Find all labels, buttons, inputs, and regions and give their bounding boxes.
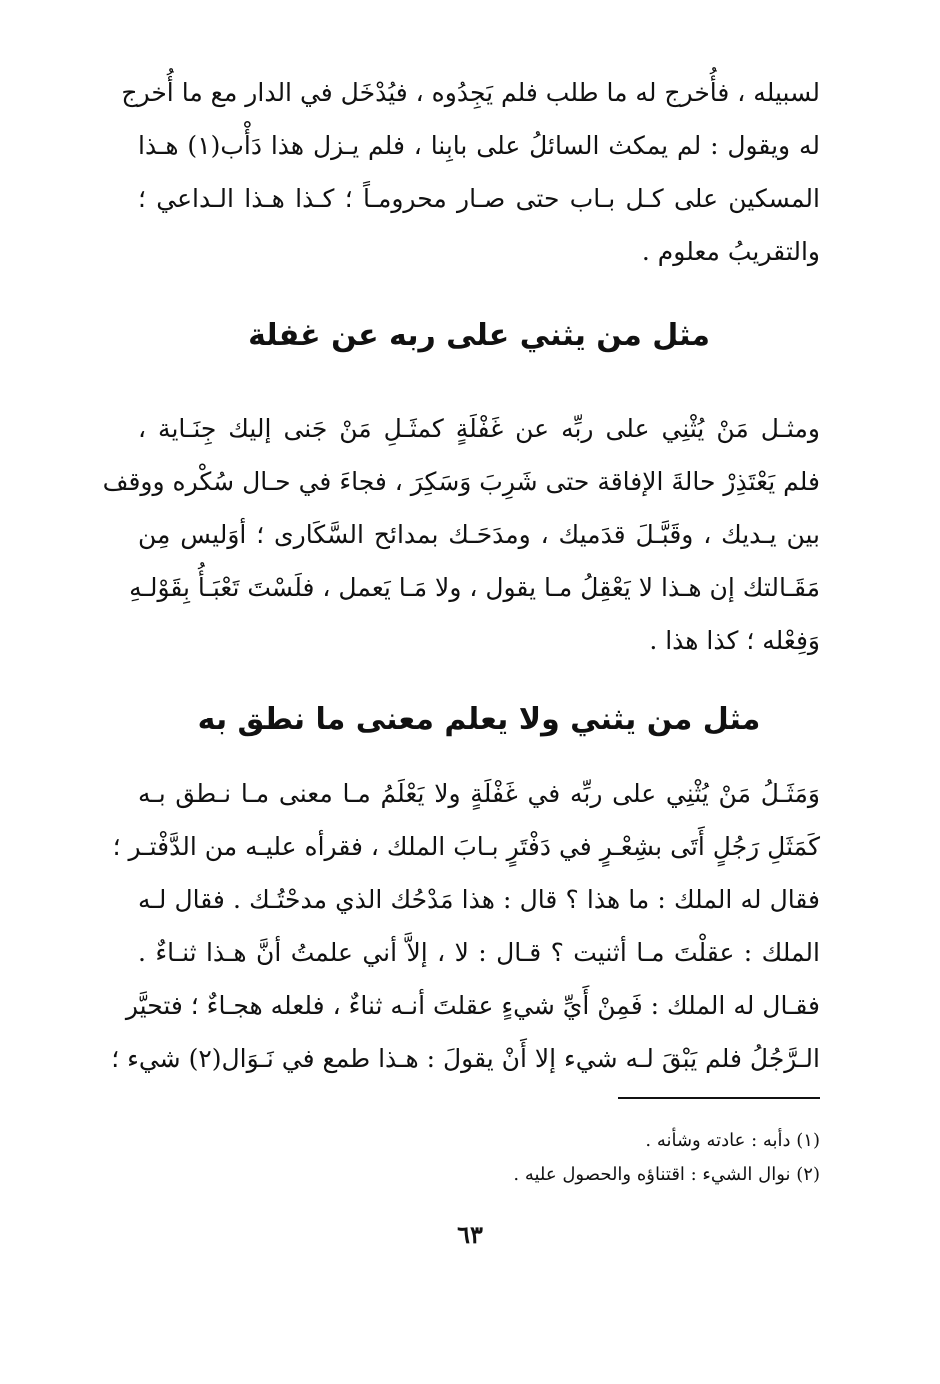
footnote-divider [618,1097,820,1099]
text-line: له ويقول : لم يمكث السائلُ على بابِنا ، فلم يـزل هذا دَأْب(١) هـذا [138,131,820,160]
footnote-2: (٢) نوال الشيء : اقتناؤه والحصول عليه . [513,1164,820,1185]
text-line: بين يـديك ، وقَبَّـلَ قدَميك ، ومدَحَـك بمدائح السَّكَارى ؛ أوَليس مِن [138,520,820,549]
paragraph-section-1 [102,402,820,667]
paragraph-text [102,402,820,667]
text-line: والتقريبُ معلوم . [641,237,820,266]
section-heading-1: مثل من يثني على ربه عن غفلة [248,318,710,353]
paragraph-intro-continuation [121,66,820,278]
text-line: الملك : عقلْتَ مـا أثنيت ؟ قـال : لا ، إلاَّ أني علمتُ أنَّ هـذا ثنـاءٌ . [138,938,820,967]
text-line: فقال له الملك : ما هذا ؟ قال : هذا مَدْحُك الذي مدحْتُـك . فقال لـه [138,885,820,914]
text-line: وَمَثَـلُ مَنْ يُثْنِي على ربِّه في غَفْلَةٍ ولا يَعْلَمُ مـا معنى مـا نـطق بـه [138,779,820,808]
text-line: كَمَثَلِ رَجُلٍ أَتَى بشِعْـرٍ في دَفْتَرٍ بـابَ الملك ، فقرأه عليـه من الدَّفْتـر ؛ [112,832,820,861]
text-line: وَفِعْله ؛ كذا هذا . [649,626,820,655]
section-heading-2: مثل من يثني ولا يعلم معنى ما نطق به [197,702,761,737]
text-line: فلم يَعْتَذِرْ حالةَ الإفاقة حتى شَرِبَ وَسَكِرَ ، فجاءَ في حـال سُكْره ووقف [102,467,820,496]
text-line: ومثـل مَنْ يُثْنِي على ربِّه عن غَفْلَةٍ كمثَـلِ مَنْ جَنى إليك جِنَـاية ، [138,414,820,443]
text-line: مَقَـالتك إن هـذا لا يَعْقِلُ مـا يقول ، ولا مَـا يَعمل ، فلَسْتَ تَعْبَـأُ بِقَوْلـهِ [129,573,820,602]
text-line: المسكين على كـل بـاب حتى صـار محرومـاً ؛ كـذا هـذا الـداعي ؛ [138,184,820,213]
footnotes [138,1124,820,1192]
paragraph-text [111,767,820,1085]
paragraph-section-2 [111,767,820,1085]
text-line: فقـال له الملك : فَمِنْ أَيِّ شيءٍ عقلتَ أنـه ثناءٌ ، فلعله هجـاءٌ ؛ فتحيَّر [125,991,820,1020]
footnote-1: (١) دأبه : عادته وشأنه . [645,1130,820,1151]
page-number: ٦٣ [457,1220,483,1249]
paragraph-text [121,66,820,278]
text-line: الـرَّجُلُ فلم يَبْقَ لـه شيء إلا أَنْ يقولَ : هـذا طمع في نَـوَال(٢) شيء ؛ [111,1044,820,1073]
text-line: لسبيله ، فأُخرج له ما طلب فلم يَجِدُوه ، فيُدْخَل في الدار مع ما أُخرج [121,78,820,107]
